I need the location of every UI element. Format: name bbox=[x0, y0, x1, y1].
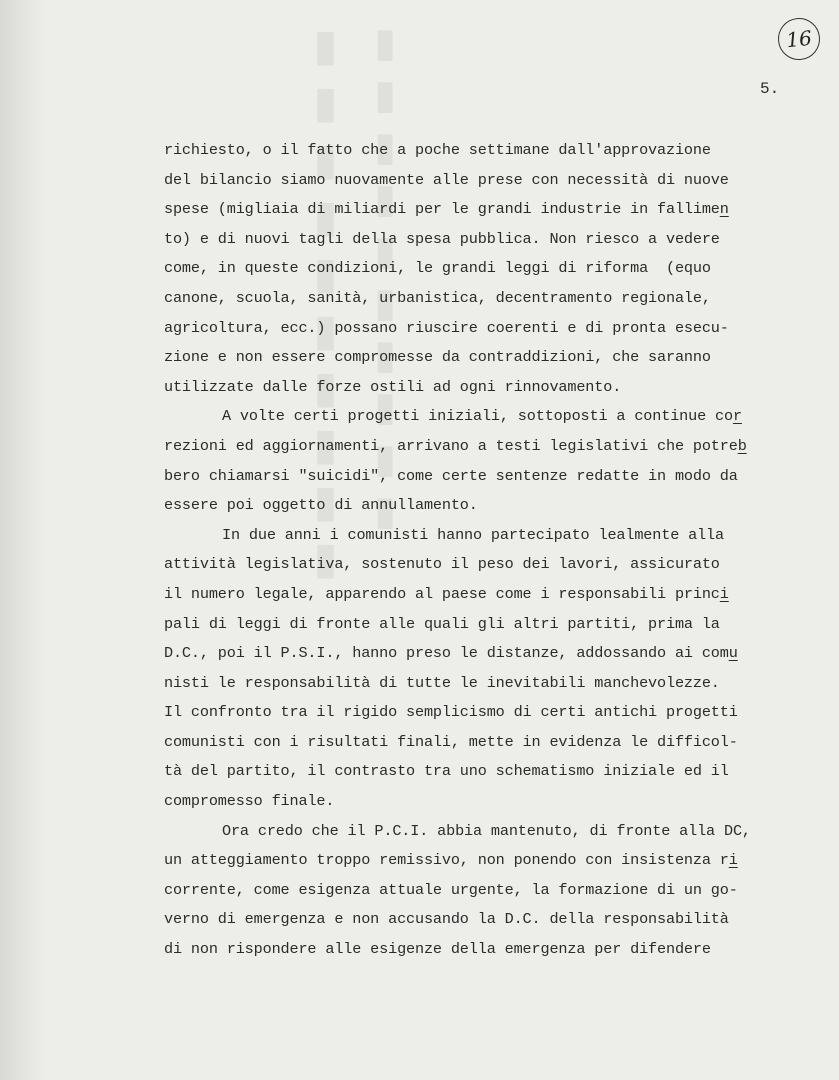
text-line bbox=[164, 580, 824, 610]
text-line bbox=[164, 136, 824, 166]
watermark-glyphs-left: ▮▮▮▮▮▮▮▮▮▮ bbox=[300, 20, 351, 590]
underlined-syllable: r bbox=[732, 407, 742, 426]
text-line-content: nisti le responsabilità di tutte le inevitabili manchevolezze. bbox=[164, 673, 720, 692]
text-line bbox=[164, 905, 824, 935]
text-line bbox=[164, 817, 824, 847]
underlined-syllable: b bbox=[737, 436, 747, 455]
underlined-syllable: n bbox=[719, 200, 729, 219]
text-line bbox=[164, 669, 824, 699]
text-line bbox=[164, 521, 824, 551]
page-number: 5. bbox=[760, 80, 780, 98]
watermark-glyphs-right: ▮▮▮▮▮▮▮▮▮▮ bbox=[362, 20, 408, 540]
text-line bbox=[164, 432, 824, 462]
text-line-content: come, in queste condizioni, le grandi leggi di riforma (equo bbox=[164, 259, 711, 278]
text-line bbox=[164, 462, 824, 492]
text-line-content: Il confronto tra il rigido semplicismo di certi antichi progetti bbox=[164, 703, 738, 722]
text-line bbox=[164, 639, 824, 669]
text-line-content: In due anni i comunisti hanno partecipato lealmente alla bbox=[222, 525, 724, 544]
text-line-content: spese (migliaia di miliardi per le grandi industrie in fallime bbox=[164, 200, 720, 219]
underlined-syllable: i bbox=[728, 851, 738, 870]
text-line bbox=[164, 343, 824, 373]
text-line-content: richiesto, o il fatto che a poche settimane dall'approvazione bbox=[164, 141, 711, 159]
text-line-content: comunisti con i risultati finali, mette in evidenza le difficol- bbox=[164, 732, 738, 751]
text-line bbox=[164, 284, 824, 314]
text-line bbox=[164, 550, 824, 580]
text-line-content: D.C., poi il P.S.I., hanno preso le distanze, addossando ai com bbox=[164, 644, 729, 663]
text-line-content: compromesso finale. bbox=[164, 792, 335, 811]
text-line-content: un atteggiamento troppo remissivo, non ponendo con insistenza r bbox=[164, 851, 729, 870]
text-line bbox=[164, 787, 824, 817]
text-line-content: attività legislativa, sostenuto il peso dei lavori, assicurato bbox=[164, 555, 720, 574]
text-line bbox=[164, 491, 824, 521]
text-line-content: A volte certi progetti iniziali, sottoposti a continue co bbox=[222, 407, 733, 426]
text-line-content: del bilancio siamo nuovamente alle prese con necessità di nuove bbox=[164, 170, 729, 189]
text-line bbox=[164, 876, 824, 906]
text-line-content: di non rispondere alle esigenze della emergenza per difendere bbox=[164, 940, 711, 959]
text-line bbox=[164, 314, 824, 344]
text-line bbox=[164, 195, 824, 225]
text-line bbox=[164, 935, 824, 965]
text-line bbox=[164, 610, 824, 640]
text-line-content: rezioni ed aggiornamenti, arrivano a testi legislativi che potre bbox=[164, 436, 738, 455]
text-line bbox=[164, 698, 824, 728]
text-line-content: bero chiamarsi "suicidi", come certe sentenze redatte in modo da bbox=[164, 466, 738, 485]
text-line bbox=[164, 166, 824, 196]
text-line bbox=[164, 225, 824, 255]
underlined-syllable: i bbox=[719, 584, 729, 603]
underlined-syllable: u bbox=[728, 644, 738, 663]
text-line-content: il numero legale, apparendo al paese come i responsabili princ bbox=[164, 584, 720, 603]
text-line-content: zione e non essere compromesse da contraddizioni, che saranno bbox=[164, 348, 711, 367]
text-line-content: agricoltura, ecc.) possano riuscire coerenti e di pronta esecu- bbox=[164, 318, 729, 337]
text-line-content: tà del partito, il contrasto tra uno schematismo iniziale ed il bbox=[164, 762, 729, 781]
text-line-content: essere poi oggetto di annullamento. bbox=[164, 496, 478, 515]
text-line bbox=[164, 846, 824, 876]
text-line-content: verno di emergenza e non accusando la D.C. della responsabilità bbox=[164, 910, 729, 929]
text-line bbox=[164, 373, 824, 403]
handwritten-page-stamp bbox=[776, 16, 822, 62]
text-line bbox=[164, 402, 824, 432]
page-stamp-number: 16 bbox=[785, 25, 813, 53]
scan-edge-shadow bbox=[0, 0, 48, 1080]
text-line-content: canone, scuola, sanità, urbanistica, decentramento regionale, bbox=[164, 288, 711, 307]
text-line-content: Ora credo che il P.C.I. abbia mantenuto, di fronte alla DC, bbox=[222, 821, 751, 840]
text-line bbox=[164, 728, 824, 758]
text-line-content: pali di leggi di fronte alle quali gli altri partiti, prima la bbox=[164, 614, 720, 633]
text-line bbox=[164, 757, 824, 787]
typewritten-body bbox=[164, 136, 824, 965]
text-line-content: corrente, come esigenza attuale urgente, la formazione di un go- bbox=[164, 880, 738, 899]
text-line-content: utilizzate dalle forze ostili ad ogni rinnovamento. bbox=[164, 377, 622, 396]
text-line bbox=[164, 254, 824, 284]
text-line-content: to) e di nuovi tagli della spesa pubblica. Non riesco a vedere bbox=[164, 229, 720, 248]
